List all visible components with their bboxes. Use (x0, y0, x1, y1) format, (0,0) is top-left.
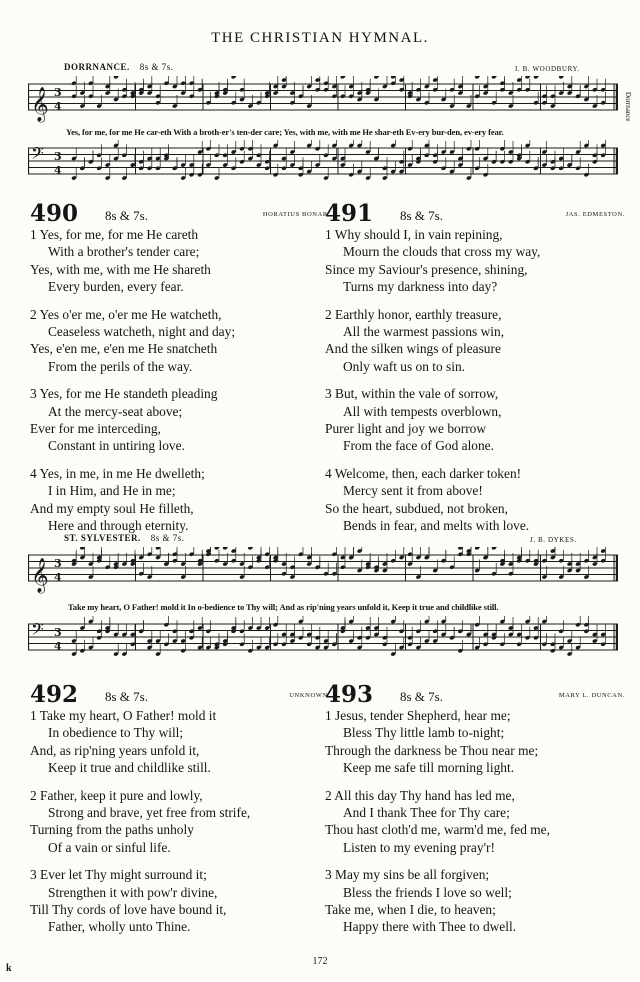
stanza-line: Yes, with me, with me He shareth (30, 261, 211, 277)
tune-title (64, 533, 185, 543)
stanza (30, 465, 330, 535)
hymn-number: 490 (30, 200, 79, 227)
stanza-line: Father, wholly unto Thine. (48, 919, 191, 935)
time-signature: 4 (54, 640, 62, 653)
stanza-line: Here and through eternity. (48, 518, 189, 534)
hymn-492 (30, 681, 330, 936)
stanza-line: Ceaseless watcheth, night and day; (48, 324, 236, 340)
music-system (28, 616, 618, 676)
stanza-line: Since my Saviour's presence, shining, (325, 261, 528, 277)
stanza-line: And I thank Thee for Thy care; (343, 805, 510, 821)
lyric-underlay: Yes, for me, for me He car-eth With a broth-er's ten-der care; Yes, with me, with me He shar-eth Ev-ery bur-den, ev-ery fear. (66, 127, 504, 137)
stanza (30, 385, 330, 455)
stanza-line: 1 Yes, for me, for me He careth (30, 227, 199, 242)
stanza-line: And the silken wings of pleasure (325, 341, 501, 357)
stanza-line: And, as rip'ning years unfold it, (30, 742, 200, 758)
stanza-line: In obedience to Thy will; (48, 725, 184, 741)
music-system (28, 140, 618, 192)
stanza-line: 2 Earthly honor, earthly treasure, (325, 306, 502, 322)
hymn-number: 493 (325, 681, 374, 708)
stanza-line: Listen to my evening pray'r! (343, 839, 495, 855)
stanza-line: Happy there with Thee to dwell. (343, 919, 517, 935)
time-signature: 4 (54, 164, 62, 177)
stanza-line: 4 Welcome, then, each darker token! (325, 465, 522, 481)
stanza-line: I in Him, and He in me; (48, 483, 176, 499)
stanza-line: At the mercy-seat above; (48, 403, 183, 419)
tune-name: DORRNANCE. (64, 62, 130, 72)
lyric-underlay: Take my heart, O Father! mold it In o-bedience to Thy will; And as rip'ning years unfold it, Keep it true and childlike still. (68, 602, 499, 612)
stanza-line: Of a vain or sinful life. (48, 839, 171, 855)
music-staff-treble (28, 547, 618, 599)
time-signature: 3 (54, 557, 62, 570)
stanza (325, 866, 625, 936)
hymn-meter: 8s & 7s. (400, 208, 443, 223)
stanza-line: Keep me safe till morning light. (343, 760, 515, 776)
stanza-line: 3 Yes, for me He standeth pleading (30, 386, 218, 402)
time-signature: 4 (54, 100, 62, 113)
stanza (30, 866, 330, 936)
hymn-author: UNKNOWN. (289, 692, 330, 699)
hymn-meter: 8s & 7s. (105, 208, 148, 223)
stanza (30, 707, 330, 777)
stanza-line: All the warmest passions win, (343, 324, 505, 340)
treble-clef-icon: 𝄞 (31, 87, 49, 122)
stanza-line: Strong and brave, yet free from strife, (48, 805, 251, 821)
hymn-number: 491 (325, 200, 374, 227)
stanza-line: 1 Why should I, in vain repining, (325, 227, 503, 242)
hymn-author: MARY L. DUNCAN. (558, 692, 625, 699)
tune-meter: 8s & 7s. (150, 533, 185, 543)
stanza-line: Mourn the clouds that cross my way, (343, 244, 541, 260)
stanza-line: Mercy sent it from above! (343, 483, 483, 499)
stanza (30, 787, 330, 857)
hymn-meter: 8s & 7s. (400, 689, 443, 704)
running-head: THE CHRISTIAN HYMNAL. (211, 30, 429, 46)
tune-composer: I. B. WOODBURY. (515, 65, 580, 73)
page-number: 172 (312, 956, 328, 967)
time-signature: 3 (54, 150, 62, 163)
stanza-line: From the face of God alone. (343, 438, 494, 454)
hymn-meter: 8s & 7s. (105, 689, 148, 704)
stanza-line: Thou hast cloth'd me, warm'd me, fed me, (325, 822, 550, 838)
stanza-line: 3 Ever let Thy might surround it; (30, 867, 207, 883)
stanza-line: Constant in untiring love. (48, 438, 185, 454)
music-system (28, 76, 618, 124)
stanza-line: So the heart, subdued, not broken, (325, 500, 508, 516)
stanza-line: Every burden, every fear. (48, 279, 184, 295)
stanza-line: Turns my darkness into day? (343, 279, 498, 295)
hymn-author: HORATIUS BONAR. (262, 211, 330, 218)
stanza-line: Bless Thy little lamb to-night; (343, 725, 505, 741)
hymn-490 (30, 200, 330, 535)
stanza (325, 465, 625, 535)
corner-mark: k (6, 963, 12, 974)
stanza (325, 707, 625, 777)
time-signature: 4 (54, 571, 62, 584)
stanza (325, 385, 625, 455)
tune-side-text: Dorrnance (624, 92, 632, 122)
bass-clef-icon: 𝄢 (31, 143, 44, 167)
treble-clef-icon: 𝄞 (31, 558, 49, 593)
stanza-line: Bends in fear, and melts with love. (343, 518, 530, 534)
stanza-line: 1 Take my heart, O Father! mold it (30, 708, 217, 723)
music-staff-treble (28, 76, 618, 124)
hymn-author: JAS. EDMESTON. (565, 211, 625, 218)
hymn-493 (325, 681, 625, 936)
stanza-line: 2 All this day Thy hand has led me, (325, 787, 515, 803)
tune-name: ST. SYLVESTER. (64, 533, 141, 543)
stanza-line: 3 But, within the vale of sorrow, (325, 386, 499, 402)
stanza (325, 306, 625, 376)
stanza-line: Bless the friends I love so well; (343, 884, 512, 900)
stanza-line: Purer light and joy we borrow (325, 421, 487, 437)
hymn-number: 492 (30, 681, 79, 708)
stanza-line: Till Thy cords of love have bound it, (30, 902, 227, 918)
music-system (28, 547, 618, 599)
stanza-line: Ever for me interceding, (30, 421, 161, 437)
stanza-line: 3 May my sins be all forgiven; (325, 867, 490, 883)
stanza-line: 2 Father, keep it pure and lowly, (30, 787, 203, 803)
tune-title (64, 62, 174, 72)
stanza (30, 226, 330, 296)
stanza-line: Strengthen it with pow'r divine, (48, 884, 218, 900)
hymn-491 (325, 200, 625, 535)
stanza-line: Through the darkness be Thou near me; (325, 742, 539, 758)
music-staff-bass (28, 616, 618, 676)
stanza (30, 306, 330, 376)
stanza-line: Take me, when I die, to heaven; (325, 902, 496, 918)
stanza-line: 1 Jesus, tender Shepherd, hear me; (325, 708, 511, 723)
stanza-line: Turning from the paths unholy (30, 822, 194, 838)
stanza (325, 787, 625, 857)
stanza-line: 4 Yes, in me, in me He dwelleth; (30, 465, 205, 481)
stanza-line: With a brother's tender care; (48, 244, 200, 260)
stanza-line: All with tempests overblown, (343, 403, 502, 419)
stanza (325, 226, 625, 296)
tune-meter: 8s & 7s. (139, 62, 174, 72)
stanza-line: From the perils of the way. (48, 358, 193, 374)
tune-composer: J. B. DYKES. (530, 536, 577, 544)
stanza-line: Yes, e'en me, e'en me He snatcheth (30, 341, 218, 357)
stanza-line: 2 Yes o'er me, o'er me He watcheth, (30, 306, 222, 322)
time-signature: 3 (54, 86, 62, 99)
stanza-line: Only waft us on to sin. (343, 358, 465, 374)
stanza-line: And my empty soul He filleth, (30, 500, 194, 516)
bass-clef-icon: 𝄢 (31, 619, 44, 643)
stanza-line: Keep it true and childlike still. (48, 760, 211, 776)
music-staff-bass (28, 140, 618, 192)
time-signature: 3 (54, 626, 62, 639)
